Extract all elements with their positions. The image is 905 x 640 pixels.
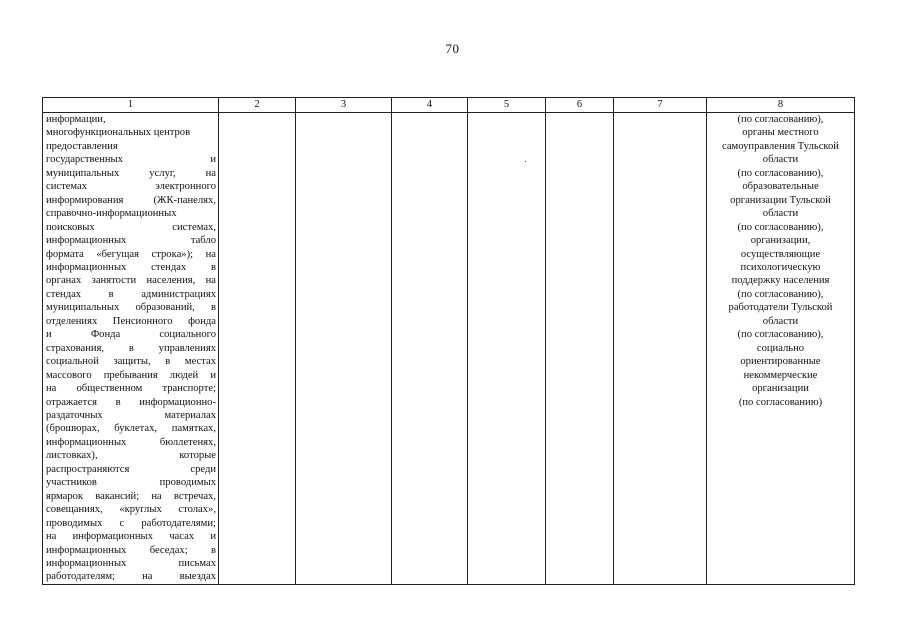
col1-line: информации, — [46, 114, 106, 125]
col1-line: и Фонда социального — [46, 329, 216, 341]
col1-line: на информационных часах и — [46, 531, 216, 543]
col1-line: проводимых с работодателями; — [46, 517, 216, 529]
col8-line: организации — [752, 383, 809, 395]
col1-line: работодателям; на выездах — [46, 571, 216, 583]
col1-line: муниципальных услуг, на — [46, 167, 216, 179]
col8-line: органы местного — [742, 127, 819, 139]
col1-line: государственных и — [46, 154, 216, 166]
col1-line: страхования, в управлениях — [46, 342, 216, 354]
col1-line: органах занятости населения, на — [46, 275, 216, 287]
col8-line: осуществляющие — [740, 248, 821, 260]
col8-line: (по согласованию), — [737, 167, 824, 179]
column-header-4: 4 — [392, 98, 468, 113]
col1-line: распространяются среди — [46, 463, 216, 475]
col1-line: отражается в информационно- — [46, 396, 216, 408]
col8-line: ориентированные — [740, 356, 821, 368]
col8-line: (по согласованию), — [737, 221, 824, 233]
col1-line: муниципальных образований, в — [46, 302, 216, 314]
column-header-8: 8 — [707, 98, 855, 113]
col8-line: (по согласованию) — [738, 396, 823, 408]
col1-line: листовках), которые — [46, 450, 216, 462]
column-header-3: 3 — [296, 98, 392, 113]
col1-text-block — [43, 113, 218, 584]
col1-line: ярмарок вакансий; на встречах, — [46, 490, 216, 502]
col8-line: образовательные — [742, 181, 819, 193]
col8-line: (по согласованию), — [737, 329, 824, 341]
column-header-6: 6 — [546, 98, 614, 113]
col1-line: информационных бюллетенях, — [46, 436, 216, 448]
cell-col-7 — [614, 113, 707, 585]
cell-col-3 — [296, 113, 392, 585]
cell-col-1 — [43, 113, 219, 585]
col1-line: на общественном транспорте; — [46, 383, 216, 395]
col1-line: отделениях Пенсионного фонда — [46, 315, 216, 327]
col1-line: массового пребывания людей и — [46, 369, 216, 381]
col1-line: многофункциональных центров — [46, 127, 191, 139]
col1-line: информационных письмах — [46, 557, 216, 569]
page-number: 70 — [445, 41, 460, 56]
col1-line: раздаточных материалах — [46, 409, 216, 421]
col1-line: стендах в администрациях — [46, 288, 216, 300]
col1-line: предоставления — [46, 140, 118, 152]
col8-line: (по согласованию), — [737, 114, 824, 125]
col1-line: информационных табло — [46, 235, 216, 247]
col8-line: самоуправления Тульской — [722, 140, 839, 152]
col1-line: социальной защиты, в местах — [46, 356, 216, 368]
col8-line: области — [762, 154, 799, 166]
col8-line: области — [762, 315, 799, 327]
col1-line: системах электронного — [46, 181, 216, 193]
col8-text-block — [707, 113, 854, 409]
column-header-7: 7 — [614, 98, 707, 113]
cell-col-8 — [707, 113, 855, 585]
col1-line: совещаниях, «круглых столах», — [46, 504, 216, 516]
column-header-2: 2 — [219, 98, 296, 113]
cell-col-2 — [219, 113, 296, 585]
col1-line: (брошюрах, буклетах, памятках, — [46, 423, 216, 435]
col1-line: информационных стендах в — [46, 261, 216, 273]
col1-line: справочно-информационных — [46, 208, 177, 220]
col1-line: участников проводимых — [46, 477, 216, 489]
col1-line: информирования (ЖК-панелях, — [46, 194, 216, 206]
col8-line: психологическую — [740, 261, 821, 273]
col1-line: информационных беседах; в — [46, 544, 216, 556]
column-header-1: 1 — [43, 98, 219, 113]
col8-line: (по согласованию), — [737, 288, 824, 300]
col8-line: некоммерческие — [743, 369, 818, 381]
col8-line: области — [762, 208, 799, 220]
col8-line: организации Тульской — [730, 194, 831, 206]
measures-table — [42, 97, 855, 585]
cell-col-4 — [392, 113, 468, 585]
col1-line: формата «бегущая строка»); на — [46, 248, 216, 260]
col8-line: социально — [756, 342, 805, 354]
column-header-5: 5 — [468, 98, 546, 113]
header-row — [43, 98, 855, 113]
col1-line: поисковых системах, — [46, 221, 216, 233]
cell-col-5 — [468, 113, 546, 585]
table-row — [43, 113, 855, 585]
col8-line: организации, — [750, 235, 811, 247]
col8-line: поддержку населения — [731, 275, 830, 287]
col8-line: работодатели Тульской — [728, 302, 833, 314]
cell-col-6 — [546, 113, 614, 585]
